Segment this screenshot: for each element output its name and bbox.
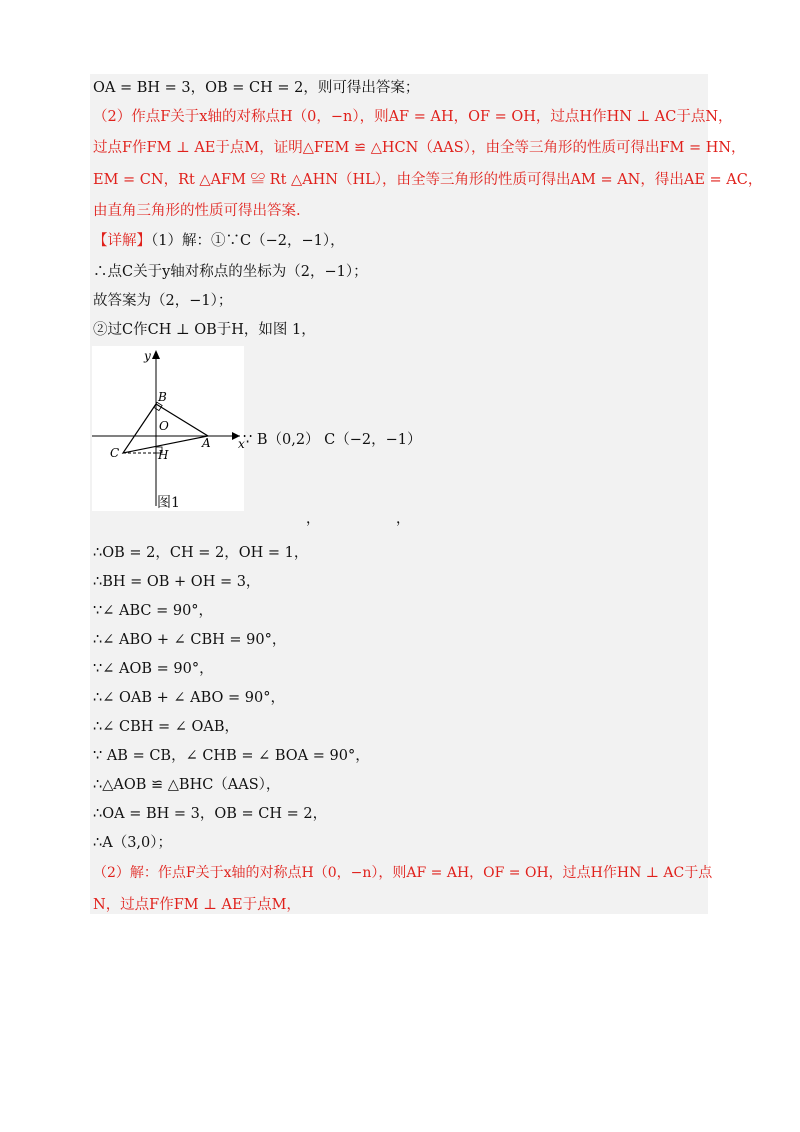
label-o: O (159, 419, 169, 433)
proof-line-1: ∴OB = 2，CH = 2，OH = 1， (93, 545, 309, 561)
text-line-8: 故答案为（2，−1）； (93, 293, 233, 309)
label-x: x (238, 437, 245, 451)
text-line-1: OA = BH = 3，OB = CH = 2，则可得出答案； (93, 80, 420, 96)
part2-line-2: N，过点F作FM ⊥ AE于点M， (93, 897, 301, 913)
text-line-3: 过点F作FM ⊥ AE于点M，证明△FEM ≌ △HCN（AAS），由全等三角形的性质可得出FM = HN， (93, 140, 746, 156)
stray-comma-2: ， (396, 511, 410, 527)
proof-line-9: ∴△AOB ≌ △BHC（AAS）， (93, 777, 281, 793)
figure-caption: 图1 (157, 495, 180, 511)
figure-1 (92, 346, 244, 511)
proof-line-2: ∴BH = OB + OH = 3， (93, 574, 261, 590)
coordinate-diagram (92, 346, 244, 511)
text-line-2: （2）作点F关于x轴的对称点H（0，−n），则AF = AH，OF = OH，过点H作HN ⊥ AC于点N， (93, 109, 733, 125)
proof-line-8: ∵ AB = CB，∠ CHB = ∠ BOA = 90°， (93, 748, 370, 764)
text-line-7: ∴点C关于y轴对称点的坐标为（2，−1）； (93, 264, 368, 280)
part2-line-1: （2）解：作点F关于x轴的对称点H（0，−n），则AF = AH，OF = OH，过点H作HN ⊥ AC于点 (93, 865, 713, 881)
detail-tag: 【详解】 (93, 233, 151, 249)
y-axis-arrow (152, 350, 160, 359)
proof-line-3: ∵∠ ABC = 90°， (93, 603, 214, 619)
text-line-4: EM = CN，Rt △AFM ≌ Rt △AHN（HL），由全等三角形的性质可得出AM = AN，得出AE = AC， (93, 172, 763, 188)
detail-line (93, 231, 345, 251)
label-c: C (110, 446, 120, 460)
proof-line-7: ∴∠ CBH = ∠ OAB， (93, 719, 240, 735)
figure-side-text: ∵ B（0,2） C（−2，−1） (243, 432, 422, 448)
proof-line-4: ∴∠ ABO + ∠ CBH = 90°， (93, 632, 287, 648)
label-h: H (158, 448, 169, 462)
detail-rest: （1）解：①∵C（−2，−1）， (151, 233, 345, 249)
label-y: y (144, 349, 151, 363)
proof-line-11: ∴A（3,0）； (93, 835, 173, 851)
label-a: A (202, 436, 211, 450)
text-line-9: ②过C作CH ⊥ OB于H，如图 1， (93, 322, 316, 338)
label-b: B (158, 390, 167, 404)
text-line-5: 由直角三角形的性质可得出答案. (93, 203, 301, 219)
proof-line-5: ∵∠ AOB = 90°， (93, 661, 214, 677)
proof-line-6: ∴∠ OAB + ∠ ABO = 90°， (93, 690, 285, 706)
proof-line-10: ∴OA = BH = 3，OB = CH = 2， (93, 806, 328, 822)
stray-comma-1: ， (306, 511, 320, 527)
